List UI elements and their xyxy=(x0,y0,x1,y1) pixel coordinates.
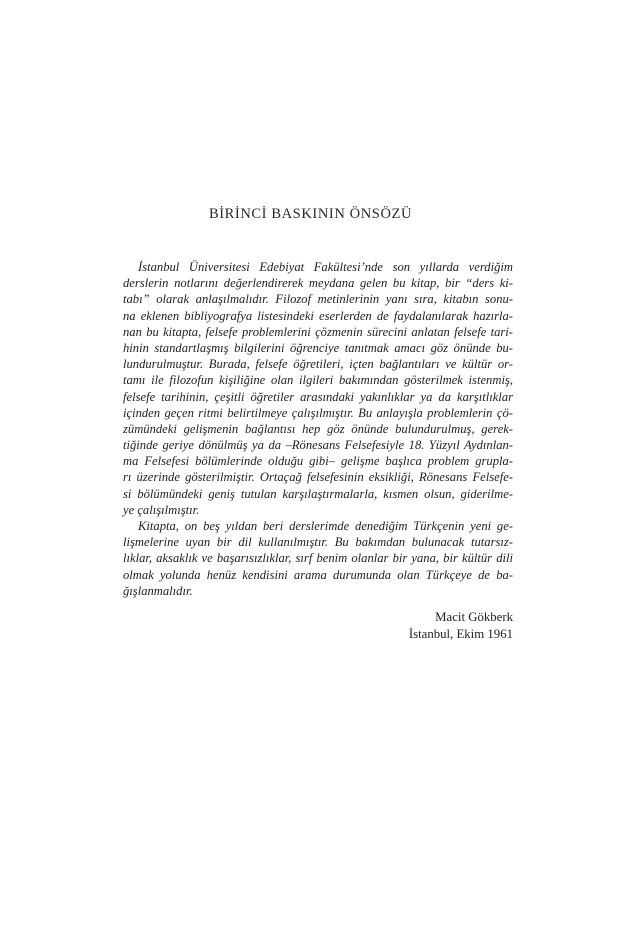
text-line: ma Felsefesi bölümlerinde olduğu gibi– gelişme başlıca problem grupla- xyxy=(123,454,513,469)
text-line: si bölümündeki geniş tutulan karşılaştırmalarla, kısmen olsun, giderilme- xyxy=(123,486,513,501)
text-line: tiğinde geriye dönülmüş ya da –Rönesans Felsefesiyle 18. Yüzyıl Aydınlan- xyxy=(123,438,513,453)
paragraph-2 xyxy=(123,518,513,599)
text-line: ğışlanmalıdır. xyxy=(123,583,193,598)
text-line: lişmelerine uyan bir dil kullanılmıştır. Bu bakımdan bulunacak tutarsız- xyxy=(123,535,513,550)
text-line: felsefe tarihinin, çeşitli öğretiler arasındaki yakınlıklar ya da karşıtlıklar xyxy=(123,389,513,404)
text-line: derslerin notlarını değerlendirerek meydana gelen bu kitap, bir “ders ki- xyxy=(123,276,513,291)
text-line: lıklar, aksaklık ve başarısızlıklar, sırf benim olanlar bir yana, bir kültür dili xyxy=(123,551,513,566)
preface-body xyxy=(123,259,513,599)
page-title: BİRİNCİ BASKININ ÖNSÖZÜ xyxy=(208,206,413,222)
author-name: Macit Gökberk xyxy=(435,610,513,624)
paragraph-1 xyxy=(123,259,513,518)
text-line: ye çalışılmıştır. xyxy=(123,502,200,517)
text-line: olmak yolunda henüz kendisini arama durumunda olan Türkçeye de ba- xyxy=(123,567,513,582)
text-line: nan bu kitapta, felsefe problemlerini çözmenin sürecini anlatan felsefe tari- xyxy=(123,324,513,339)
text-line: zümündeki gelişmenin bağlantısı hep göz önünde bulundurulmuş, gerek- xyxy=(123,421,513,436)
text-line: rı üzerinde gösterilmiştir. Ortaçağ felsefesinin eksikliği, Rönesans Felsefe- xyxy=(123,470,513,485)
signature-block xyxy=(123,609,513,643)
text-line: Kitapta, on beş yıldan beri derslerimde denediğim Türkçenin yeni ge- xyxy=(138,519,513,533)
text-line: na eklenen bibliyografya listesindeki eserlerden de faydalanılarak hazırla- xyxy=(123,308,513,323)
text-line: İstanbul Üniversitesi Edebiyat Fakültesi’nde son yıllarda verdiğim xyxy=(138,260,513,274)
text-line: lundurulmuştur. Burada, felsefe öğretileri, içten bağlantıları ve kültür or- xyxy=(123,357,513,372)
text-line: tamı ile filozofun kişiliğine olan ilgileri bakımından gösterilmek istenmiş, xyxy=(123,373,513,388)
text-line: hinin standartlaşmış bilgilerini öğrenciye tanıtmak amacı göz önünde bu- xyxy=(123,340,513,355)
text-line: içinden geçen ritmi belirtilmeye çalışılmıştır. Bu anlayışla problemlerin çö- xyxy=(123,405,513,420)
place-date: İstanbul, Ekim 1961 xyxy=(408,627,513,641)
text-line: tabı” olarak anlaşılmalıdır. Filozof metinlerinin yanı sıra, kitabın sonu- xyxy=(123,292,513,307)
